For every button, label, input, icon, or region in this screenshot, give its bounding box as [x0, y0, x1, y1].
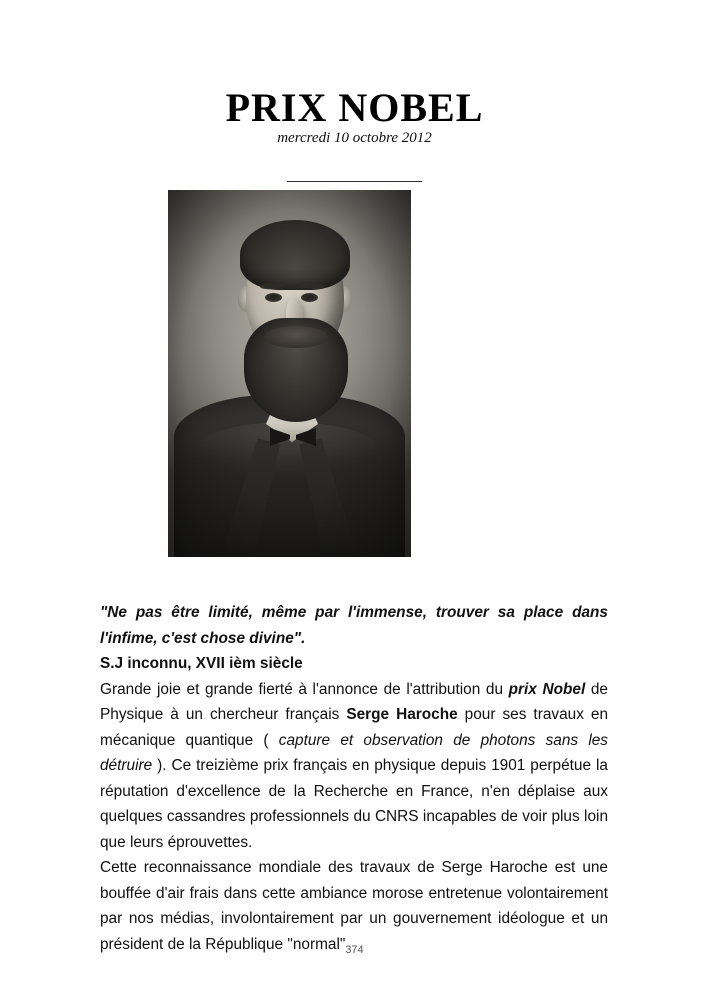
title-divider	[287, 181, 422, 182]
para1-emph-prix-nobel: prix Nobel	[508, 680, 586, 698]
para1-part3: pour ses travaux en mécanique quantique (	[100, 706, 609, 749]
paragraph-one	[100, 677, 608, 856]
para1-part2: de Physique à un chercheur français	[100, 680, 608, 723]
para1-emph-capture: capture et observation de photons sans les détruire	[100, 731, 608, 774]
para1-emph-serge-haroche: Serge Haroche	[346, 706, 458, 723]
page-number: 374	[345, 944, 364, 956]
article-body	[100, 600, 608, 957]
paragraph-two: Cette reconnaissance mondiale des travaux de Serge Haroche est une bouffée d'air frais dans cette ambiance morose entretenue volontairement par nos médias, involontairement par un gouvernement idéologue et un président de la République "normal"	[100, 859, 608, 953]
portrait-image	[168, 190, 411, 557]
para1-part1: Grande joie et grande fierté à l'annonce de l'attribution du	[100, 680, 509, 698]
page-title: PRIX NOBEL	[225, 85, 484, 130]
pull-quote: "Ne pas être limité, même par l'immense, trouver sa place dans l'infime, c'est chose divine".	[100, 604, 608, 647]
portrait-vignette	[168, 190, 411, 557]
quote-attribution: S.J inconnu, XVII ièm siècle	[100, 655, 303, 672]
para1-part4: ). Ce treizième prix français en physique depuis 1901 perpétue la réputation d'excellence de la Recherche en France, n'en déplaise aux quelques cassandres professionnels du CNRS incapables de voir plus loin que leurs éprouvettes.	[100, 757, 608, 851]
page-date: mercredi 10 octobre 2012	[277, 130, 432, 146]
